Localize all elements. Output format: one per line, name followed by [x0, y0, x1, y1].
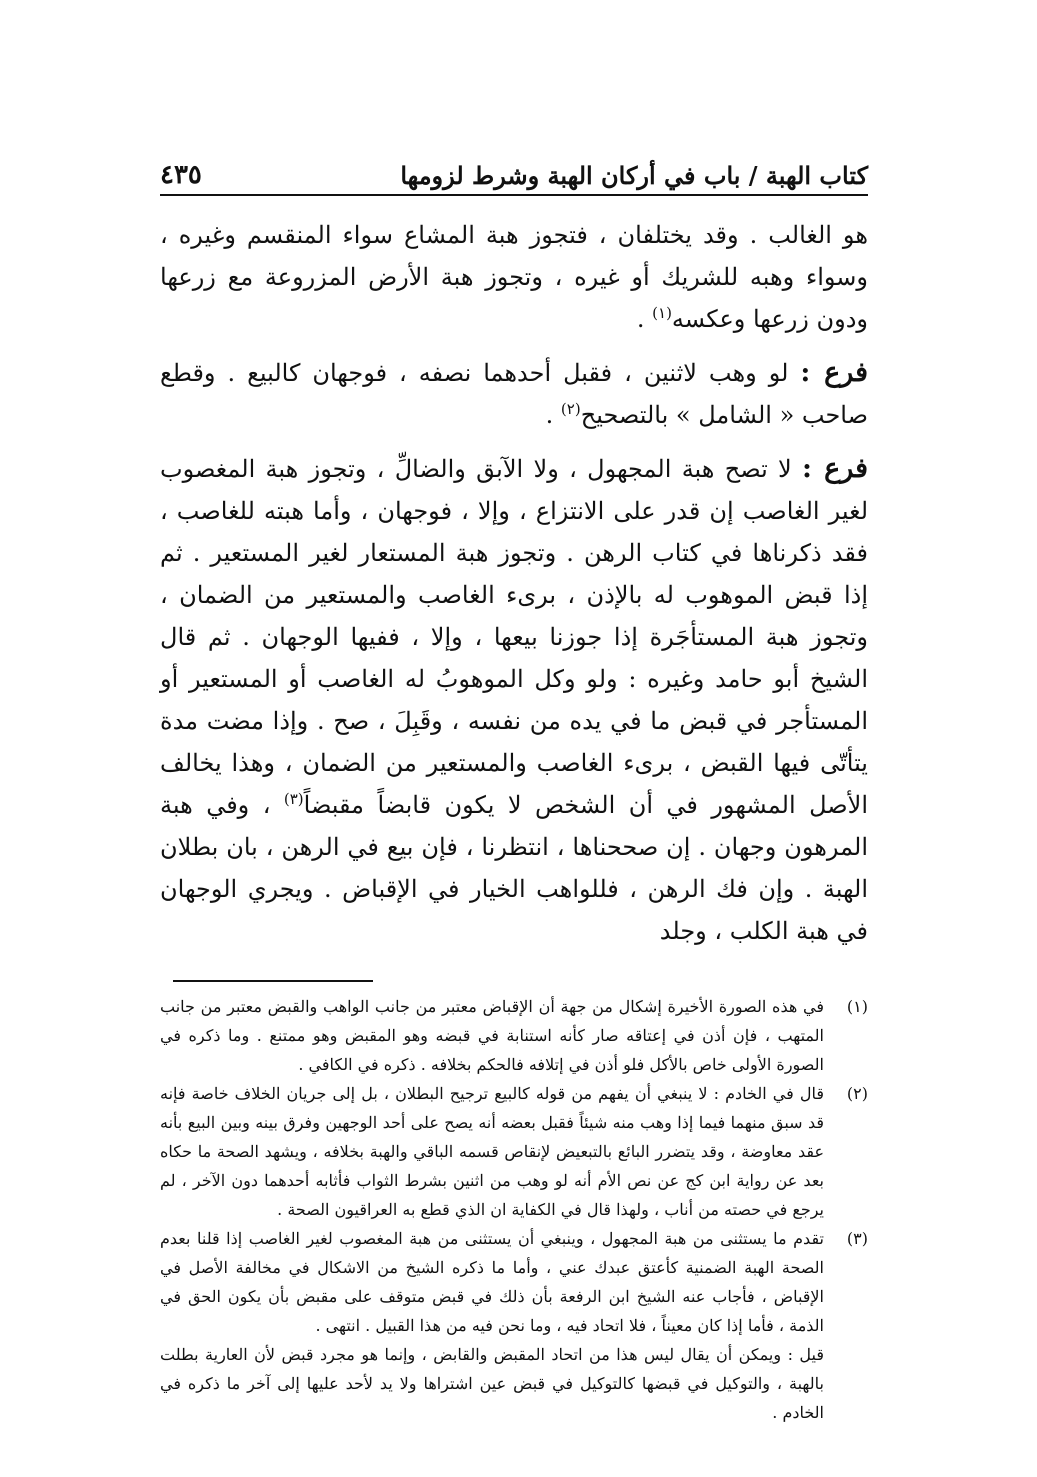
- paragraph-2: [160, 352, 868, 436]
- paragraph-3-text-b: ، وفي هبة المرهون وجهان . إن صححناها ، انتظرنا ، فإن بيع في الرهن ، بان بطلان الهبة . وإن فك الرهن ، فللواهب الخيار في الإقباض . ويجري الوجهان في هبة الكلب ، وجلد: [160, 791, 868, 945]
- footnotes: [160, 992, 868, 1427]
- footnote-mark-2: (٢): [560, 400, 581, 418]
- header-title: كتاب الهبة / باب في أركان الهبة وشرط لزومها: [400, 161, 868, 190]
- footnote-number: (٢): [846, 1084, 868, 1103]
- footnote-text: في هذه الصورة الأخيرة إشكال من جهة أن الإقباض معتبر من جانب الواهب والقبض معتبر من جانب المتهب ، فإن أذن في إعتاقه صار كأنه استنابة في قبضه وهو المقبض وهو ممتنع . وما ذكره في الصورة الأولى خاص بالأكل فلو أذن في إتلافه فالحكم بخلافه . ذكره في الكافي .: [160, 997, 824, 1074]
- footnote-item: [160, 1079, 868, 1224]
- running-header: [160, 140, 868, 196]
- paragraph-1-text: هو الغالب . وقد يختلفان ، فتجوز هبة المشاع سواء المنقسم وغيره ، وسواء وهبه للشريك أو غيره ، وتجوز هبة الأرض المزروعة مع زرعها ودون زرعها وعكسه: [160, 221, 868, 333]
- page-number: ٤٣٥: [160, 160, 202, 190]
- footnote-text: تقدم ما يستثنى من هبة المجهول ، وينبغي أن يستثنى من هبة المغصوب لغير الغاصب إذا قلنا بعدم الصحة الهبة الضمنية كأعتق عبدك عني ، وأما ما ذكره الشيخ من الاشكال في مخالفة الأصل في الإقباض ، فأجاب عنه الشيخ ابن الرفعة بأن ذلك في قبض متوقف على مقبض بأن يكون الحق في الذمة ، فأما إذا كان معيناً ، فلا اتحاد فيه ، وما نحن فيه من هذا القبيل . انتهى .: [160, 1229, 825, 1335]
- paragraph-2-text: لو وهب لاثنين ، فقبل أحدهما نصفه ، فوجهان كالبيع . وقطع صاحب « الشامل » بالتصحيح: [160, 359, 868, 429]
- paragraph-3-text-a: لا تصح هبة المجهول ، ولا الآبق والضالِّ ، وتجوز هبة المغصوب لغير الغاصب إن قدر على الانتزاع ، وإلا ، فوجهان ، وأما هبته للغاصب ، فقد ذكرناها في كتاب الرهن . وتجوز هبة المستعار لغير المستعير . ثم إذا قبض الموهوب له بالإذن ، برىء الغاصب والمستعير من الضمان ، وتجوز هبة المستأجَرة إذا جوزنا بيعها ، وإلا ، ففيها الوجهان . ثم قال الشيخ أبو حامد وغيره : ولو وكل الموهوبُ له الغاصب أو المستعير أو المستأجر في قبض ما في يده من نفسه ، وقَبِلَ ، صح . وإذا مضت مدة يتأتّى فيها القبض ، برىء الغاصب والمستعير من الضمان ، وهذا يخالف الأصل المشهور في أن الشخص لا يكون قابضاً مقبضاً: [160, 455, 868, 819]
- footnote-item: [160, 992, 868, 1079]
- footnote-separator: [173, 980, 373, 982]
- far-heading: فرع :: [800, 357, 869, 388]
- book-page: [160, 140, 868, 1427]
- main-text: [160, 214, 868, 952]
- footnote-continuation: قيل : ويمكن أن يقال ليس هذا من اتحاد المقبض والقابض ، وإنما هو مجرد قبض لأن العارية بطلت بالهبة ، والتوكيل في قبضها كالتوكيل في قبض عين اشتراها ولا يد لأحد عليها إلى آخر ما ذكره في الخادم .: [160, 1345, 825, 1422]
- footnote-number: (١): [846, 997, 868, 1016]
- footnote-item: [160, 1224, 868, 1340]
- footnote-number: (٣): [846, 1229, 868, 1248]
- paragraph-1-end: .: [636, 305, 653, 333]
- paragraph-1: [160, 214, 868, 340]
- footnote-mark-3: (٣): [283, 790, 304, 808]
- paragraph-2-end: .: [545, 401, 561, 429]
- footnote-mark-1: (١): [652, 304, 672, 322]
- footnote-text: قال في الخادم : لا ينبغي أن يفهم من قوله كالبيع ترجيح البطلان ، بل إلى جريان الخلاف خاصة فإنه قد سبق منهما فيما إذا وهب منه شيئاً فقبل بعضه أنه يصح على أحد الوجهين وفرق بينه وبين البيع بأنه عقد معاوضة ، وقد يتضرر البائع بالتبعيض لإنقاص قسمه الباقي والهبة بخلافه ، ويشهد الصحة ما حكاه بعد عن رواية ابن كج عن نص الأم أنه لو وهب من اثنين بشرط الثواب فأثابه أحدهما دون الآخر ، لم يرجع في حصته من أناب ، ولهذا قال في الكفاية ان الذي قطع به العراقيون الصحة .: [160, 1084, 824, 1219]
- paragraph-3: [160, 448, 868, 952]
- far-heading: فرع :: [802, 453, 869, 484]
